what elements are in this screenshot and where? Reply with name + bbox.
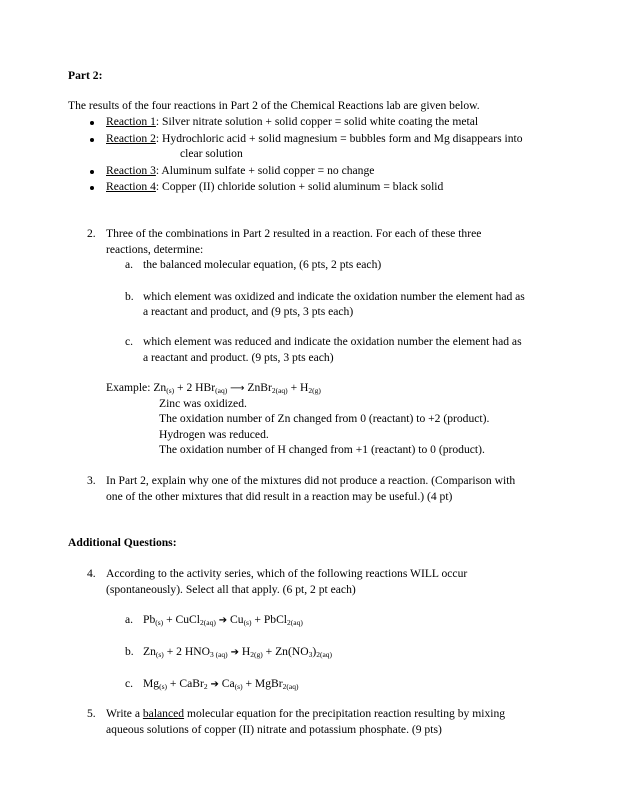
q3-line2: one of the other mixtures that did result in a reaction may be useful.) (4 pt) — [106, 490, 453, 503]
reaction-text: : Silver nitrate solution + solid copper = solid white coating the metal — [155, 115, 479, 128]
q3-number: 3. — [87, 474, 96, 487]
q2-line1: Three of the combinations in Part 2 resulted in a reaction. For each of these three — [106, 227, 482, 240]
q5-line2: aqueous solutions of copper (II) nitrate and potassium phosphate. (9 pts) — [106, 723, 442, 736]
bullet-icon — [90, 170, 94, 174]
q4c-equation: $Mg_{(s)}$ + CaBr$_2$ ➔ $Ca_{(s)}$ + MgBr$_{2(aq)}$ — [143, 677, 299, 691]
example-line: Hydrogen was reduced. — [159, 428, 269, 441]
arrow-icon: ➔ — [230, 647, 239, 658]
q5-number: 5. — [87, 707, 96, 720]
bullet-icon — [90, 186, 94, 190]
q4-number: 4. — [87, 567, 96, 580]
part2-heading: Part 2: — [68, 69, 103, 82]
arrow-icon: ➔ — [218, 615, 228, 626]
part2-intro: The results of the four reactions in Part 2 of the Chemical Reactions lab are given below. — [68, 99, 480, 112]
q4b-letter: b. — [125, 645, 134, 658]
reaction-label: Reaction 4 — [106, 180, 156, 193]
q2-number: 2. — [87, 227, 96, 240]
bullet-icon — [90, 121, 94, 125]
reaction-label: Reaction 2 — [106, 132, 156, 145]
bullet-icon — [90, 138, 94, 142]
q2b-letter: b. — [125, 290, 134, 303]
q2b-line2: a reactant and product, and (9 pts, 3 pts each) — [143, 305, 354, 318]
q4c-letter: c. — [125, 677, 134, 690]
arrow-icon: ➔ — [210, 679, 219, 690]
reaction-text-cont: clear solution — [180, 147, 243, 160]
q2b-line1: which element was oxidized and indicate the oxidation number the element had as — [143, 290, 525, 303]
q2c-line2: a reactant and product. (9 pts, 3 pts each) — [143, 351, 334, 364]
reaction-item — [106, 131, 523, 147]
reaction-label: Reaction 3 — [106, 164, 156, 177]
q2a-text: the balanced molecular equation, (6 pts, 2 pts each) — [143, 258, 382, 271]
example-line: The oxidation number of Zn changed from 0 (reactant) to +2 (product). — [159, 412, 490, 425]
q4-line1: According to the activity series, which of the following reactions WILL occur — [106, 567, 468, 580]
reaction-text: : Hydrochloric acid + solid magnesium = bubbles form and Mg disappears into — [155, 132, 523, 145]
example-line: The oxidation number of H changed from +1 (reactant) to 0 (product). — [159, 443, 485, 456]
q2c-letter: c. — [125, 335, 134, 348]
q4a-letter: a. — [125, 613, 134, 626]
example-line: Zinc was oxidized. — [159, 397, 247, 410]
reaction-text: : Aluminum sulfate + solid copper = no change — [155, 164, 375, 177]
reaction-text: : Copper (II) chloride solution + solid aluminum = black solid — [155, 180, 444, 193]
reaction-item — [106, 114, 478, 130]
q2-line2: reactions, determine: — [106, 243, 204, 256]
q5-post: molecular equation for the precipitation reaction resulting by mixing — [184, 707, 506, 720]
q3-line1: In Part 2, explain why one of the mixtures did not produce a reaction. (Comparison with — [106, 474, 516, 487]
reaction-item — [106, 179, 443, 195]
q5-underlined: balanced — [142, 707, 185, 720]
additional-heading: Additional Questions: — [68, 536, 177, 549]
example-label: Example: — [106, 381, 154, 394]
q5-pre: Write a — [106, 707, 143, 720]
q5-line1 — [106, 706, 505, 722]
reaction-item — [106, 163, 374, 179]
reaction-label: Reaction 1 — [106, 115, 156, 128]
q4a-equation: $Pb_{(s)}$ + CuCl$_{2(aq)}$ ➔ $Cu_{(s)}$ + PbCl$_{2(aq)}$ — [143, 613, 303, 627]
example-equation: Example: $Zn_{(s)} + 2$ HBr$_{(aq)}$ ⟶ ZnBr$_{2(aq)}$ + $H_{2(g)}$ — [106, 381, 321, 395]
q2c-line1: which element was reduced and indicate the oxidation number the element had as — [143, 335, 522, 348]
q4b-equation: $Zn_{(s)} + 2$ $HNO_{3 (aq)}$ ➔ $H_{2(g)} + Zn(NO_3)_{2(aq)}$ — [143, 645, 333, 659]
q2a-letter: a. — [125, 258, 134, 271]
arrow-icon: ⟶ — [230, 383, 245, 394]
q4-line2: (spontaneously). Select all that apply. (6 pt, 2 pt each) — [106, 583, 356, 596]
